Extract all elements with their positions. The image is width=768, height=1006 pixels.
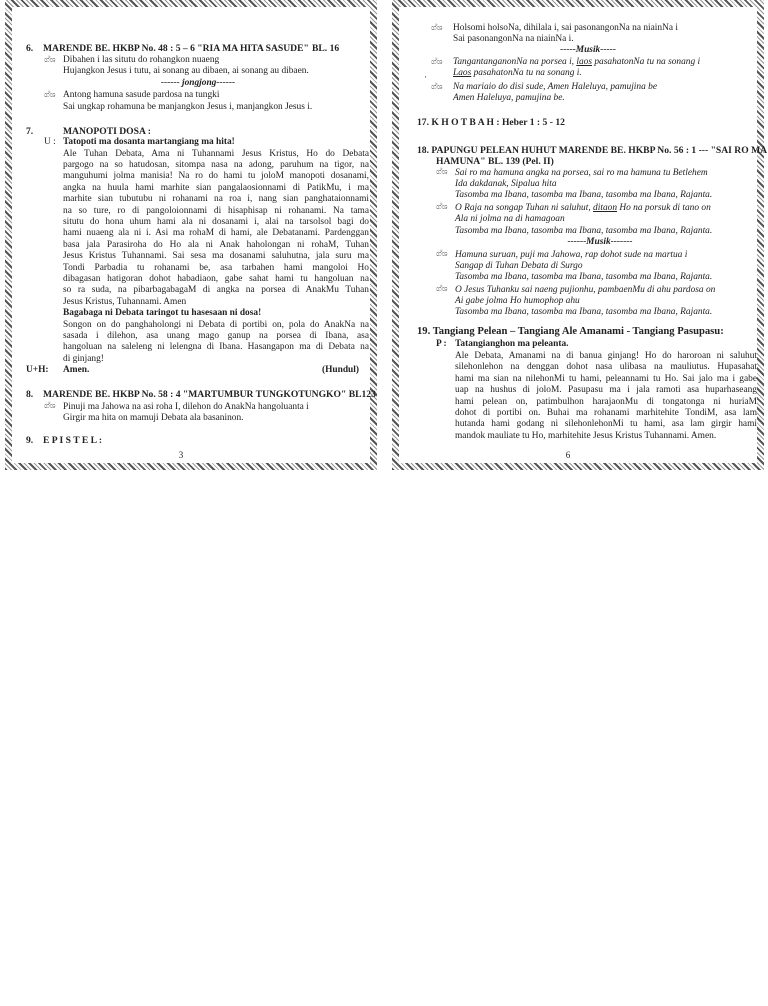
text-line: Tasomba ma Ibana, tasomba ma Ibana, tasomba ma Ibana, Rajanta. (455, 272, 713, 283)
text-line: sasada i dilehon, asa unang mago ganup na porsea di Ibana, asa (63, 330, 369, 341)
text-line: situtu do hona uhum hami ala ni dosanami i, alai na tarsolsol bagi do (63, 216, 369, 227)
s18-verse2-line2: Ala ni jolma na di hamagoan (455, 214, 565, 224)
text-line: mandok mauliate tu Ho, marhitehite Jesus Kristus Tuhannami. Amen. (455, 430, 717, 441)
top-dot: · (424, 73, 428, 83)
text-line: Ale Debata, Amanami na di banua ginjang! Ho do haroroan ni saluhut (455, 351, 757, 361)
s18-title2: HAMUNA" BL. 139 (Pel. II) (436, 156, 554, 167)
page-left (5, 0, 377, 470)
s18-verse2-line1: O Raja na songap Tuhan ni saluhut, ditaon Ho na porsuk di tano on (455, 202, 711, 213)
verse-mark-icon: ග්ශ (436, 284, 448, 293)
text-line: Tondi Parbadia tu rohanami be, asa tarbahen hami mangoloi Ho (63, 262, 369, 273)
s18-title1: 18. PAPUNGU PELEAN HUHUT MARENDE BE. HKBP No. 56 : 1 --- "SAI RO MA (417, 145, 768, 156)
s18-verse4 (455, 285, 715, 319)
s8-line1: Pinuji ma Jahowa na asi roha I, dilehon do AnakNa hangoluanta i (63, 402, 309, 412)
s19-title: 19. Tangiang Pelean – Tangiang Ale Amanami - Tangiang Pasupasu: (417, 326, 724, 337)
s6-v2-line1: Antong hamuna sasude pardosa na tungki (63, 90, 220, 100)
text-line: hami ma sian na nilehonMi tu hami, peleannami tu Ho. Sai jalo ma i gabe (455, 373, 757, 384)
s19-body (455, 351, 757, 442)
text-line: angka na huula hami marhite sian pangalaosionnami di PatikMu, i ma (63, 182, 369, 193)
s19-p-title: Tatangianghon ma peleanta. (455, 339, 569, 349)
s18-musik: ------Musik------- (567, 237, 633, 247)
verse-mark-icon: ග්ශ (431, 57, 443, 66)
text-line: marhite sian tubutubu ni rohanami na roa i, nang sian panghataionnami (63, 194, 369, 205)
s9-title: E P I S T E L : (43, 435, 103, 446)
top-line1: Holsomi holsoNa, dihilala i, sai pasonangonNa na niainNa i (453, 23, 678, 33)
text-line: hami nuaeng ala ni i. Asi ma rohaM di hami, ale Debatanami. Pardenggan (63, 228, 369, 239)
text-line: Jesus Kristus Tuhannami. Sai sesa ma dosanami saluhutna, jala suru ma (63, 251, 369, 262)
text-line: na so ture, ro di pangoloionnami di hisaphisap ni rohanami. Na tama (63, 205, 369, 216)
text-line: hangoluan na saleleng ni lelengna di Ibana. Hasangapon ma di Debata na (63, 342, 369, 353)
verse-mark-icon: ග්ශ (436, 167, 448, 176)
text-line: hami pelean on, patimbulhon harajaonMu di tongatonga ni huriaM (455, 396, 757, 407)
s7-body (63, 149, 369, 309)
text-line: Sai ro ma hamuna angka na porsea, sai ro ma hamuna tu Betlehem (455, 167, 708, 178)
verse-mark-icon: ග්ශ (436, 249, 448, 258)
verse-mark-icon: ග්ශ (44, 401, 56, 410)
text-line: Sangap di Tuhan Debata di Surgo (455, 260, 583, 271)
text-line: so ra suda, na pibarbagabagaM di angka na porsea di AnakMu Tuhan (63, 285, 369, 296)
verse-mark-icon: ග්ශ (431, 23, 443, 32)
text-line: Tasomba ma Ibana, tasomba ma Ibana, tasomba ma Ibana, Rajanta. (455, 190, 713, 201)
text-line: Ida dakdanak, Sipalua hita (455, 178, 557, 189)
s6-v1-line1: Dibahen i las situtu do rohangkon nuaeng (63, 55, 220, 65)
top-musik: -----Musik----- (560, 45, 616, 55)
s6-bl: BL. 16 (312, 43, 340, 54)
text-line: Hamuna suruan, puji ma Jahowa, rap dohot sude na martua i (455, 249, 688, 260)
s18-verse1 (455, 168, 712, 202)
text-line: Jesus Kristus, Tuhannami. Amen (63, 296, 187, 307)
s6-v2-line2: Sai ungkap rohamuna be manjangkon Jesus i, manjangkon Jesus i. (63, 102, 313, 112)
s7-u-title: Tatopoti ma dosanta martangiang ma hita! (63, 137, 235, 147)
text-line: O Jesus Tuhanku sai naeng pujionhu, pambaenMu di ahu pardosa on (455, 284, 716, 295)
top-line4: Laos pasahatonNa tu na sonang i. (453, 68, 582, 78)
top-line3: TangantanganonNa na porsea i, laos pasahatonNa tu na sonang i (453, 57, 701, 67)
s6-number: 6. (26, 43, 34, 54)
s19-p-label: P : (436, 339, 447, 349)
s8-number: 8. (26, 389, 34, 400)
page-number: 6 (565, 450, 571, 460)
text-line: manguhumi jolma manisia! Na ro do hami tu joloM manopoti dosanami, (63, 171, 369, 182)
s7-bold-line: Bagabaga ni Debata taringot tu hasesaan ni dosa! (63, 308, 262, 318)
text-line: Songon on do panghaholongi ni Debata di portibi on, pola do AnakNa na (63, 319, 369, 330)
text-line: dohot di portibi on. Buhai ma rohanami marhitehite TondiM, asa lam (455, 408, 757, 419)
s6-v1-line2: Hujangkon Jesus i tutu, ai sonang au dibaen, ai sonang au dibaen. (63, 66, 309, 76)
s18-verse3 (455, 250, 712, 284)
text-line: uap na hushus di joloM. Pasupasu ma i jala ramoti asa huparhaseang (455, 385, 757, 396)
s7-uh-label: U+H: (26, 365, 49, 375)
text-line: pargogo na so hatudosan, sitompa nasa na adong, paruhum na tigor, na (63, 159, 369, 170)
s17-title: 17. K H O T B A H : Heber 1 : 5 - 12 (417, 117, 565, 128)
s8-title: MARENDE BE. HKBP No. 58 : 4 "MARTUMBUR TUNGKOTUNGKO" BL123 (43, 389, 376, 400)
verse-mark-icon: ග්ශ (431, 82, 443, 91)
text-line: silehonlehon na denggan dohot nasa ulibasa na mauliutus. Hupasahat (455, 362, 757, 373)
page-number: 3 (178, 450, 184, 460)
s7-title: MANOPOTI DOSA : (63, 126, 151, 137)
text-line: basa jala Parasiroha do Ho ala ni Anak haholongan ni rohaM, Tuhan (63, 239, 369, 250)
s6-interlude: ------ jongjong------ (160, 78, 236, 88)
s7-hundul: (Hundul) (322, 365, 359, 375)
s6-title: MARENDE BE. HKBP No. 48 : 5 – 6 "RIA MA HITA SASUDE" (43, 43, 309, 54)
text-line: Tasomba ma Ibana, tasomba ma Ibana, tasomba ma Ibana, Rajanta. (455, 307, 713, 318)
text-line: dibagasan hatigoran dohot habadiaon, gabe sahat hami tu hangoluan na (63, 273, 369, 284)
text-line: hutanda hami godang ni silehonlehonMi tu hami, asa lam girgir hami (455, 419, 757, 430)
top-line6: Amen Haleluya, pamujina be. (453, 93, 565, 103)
verse-mark-icon: ග්ශ (44, 90, 56, 99)
s8-line2: Girgir ma hita on mamuji Debata ala basaninon. (63, 413, 244, 423)
top-line2: Sai pasonangonNa na niainNa i. (453, 34, 574, 44)
page-right (392, 0, 768, 470)
verse-mark-icon: ග්ශ (436, 202, 448, 211)
s7-uh-text: Amen. (63, 365, 90, 375)
top-line5: Na mariaio do disi sude, Amen Haleluya, pamujina be (453, 82, 657, 92)
text-line: Ale Tuhan Debata, Ama ni Tuhannami Jesus Kristus, Ho do Debata (63, 148, 369, 159)
s7-body2 (63, 320, 369, 366)
text-line: di ginjang! (63, 353, 104, 364)
s7-u-label: U : (44, 137, 56, 147)
verse-mark-icon: ග්ශ (44, 55, 56, 64)
text-line: Ai gabe jolma Ho humophop ahu (455, 295, 580, 306)
s18-verse2-line3: Tasomba ma Ibana, tasomba ma Ibana, tasomba ma Ibana, Rajanta. (455, 225, 713, 236)
s9-number: 9. (26, 435, 34, 446)
s7-number: 7. (26, 126, 34, 137)
